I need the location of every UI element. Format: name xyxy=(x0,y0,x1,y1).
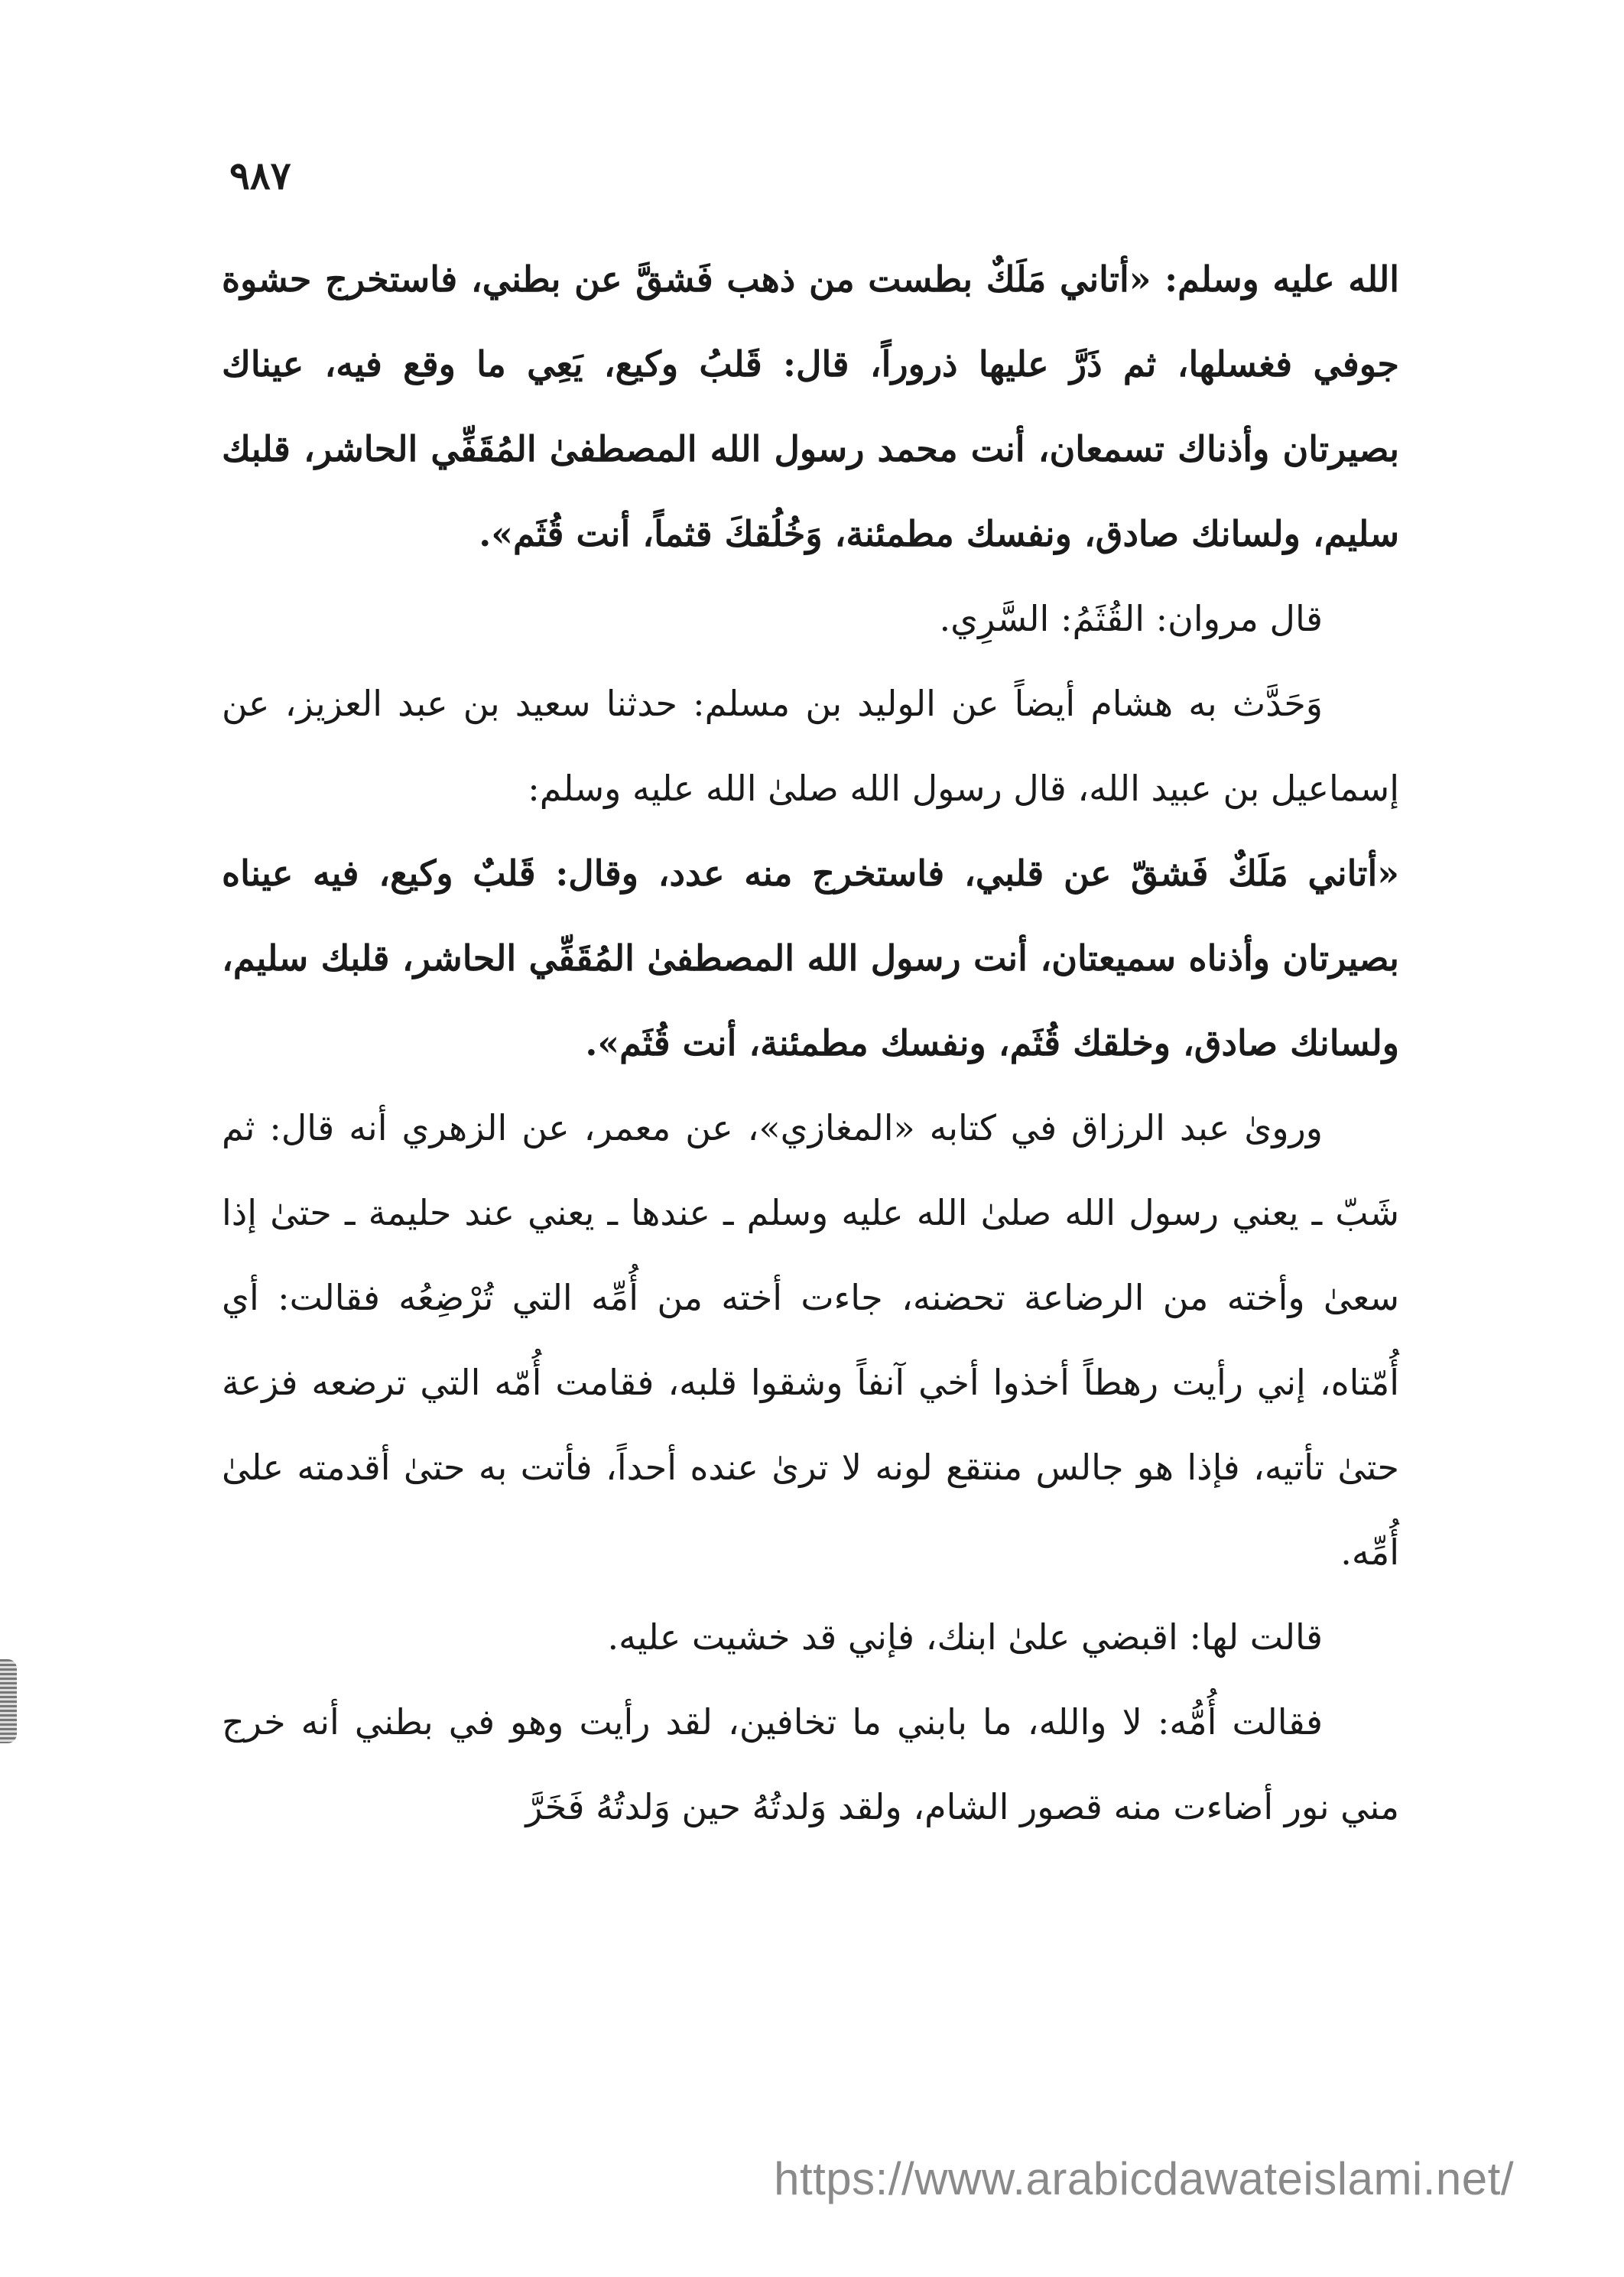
paragraph-faqalat: فقالت أُمُّه: لا والله، ما بابني ما تخافين، لقد رأيت وهو في بطني أنه خرج مني نور أضاءت منه قصور الشام، ولقد وَلدتُهُ حين وَلدتُهُ فَخَرَّ xyxy=(222,1701,1399,1827)
paragraph-hadith-2: «أتاني مَلَكٌ فَشقّ عن قلبي، فاستخرج منه عدد، وقال: قَلبٌ وكيع، فيه عيناه بصيرتان وأذناه سميعتان، أنت رسول الله المصطفىٰ المُقَفِّي الحاشر، قلبك سليم، ولسانك صادق، وخلقك قُثَم، ونفسك مطمئنة، أنت قُثَم». xyxy=(222,853,1399,1064)
paragraph-abdulrazzaq: وروىٰ عبد الرزاق في كتابه «المغازي»، عن معمر، عن الزهري أنه قال: ثم شَبّ ـ يعني رسول الله صلىٰ الله عليه وسلم ـ عندها ـ يعني عند حليمة ـ حتىٰ إذا سعىٰ وأخته من الرضاعة تحضنه، جاءت أخته من أُمِّه التي تُرْضِعُه فقالت: أي أُمّتاه، إني رأيت رهطاً أخذوا أخي آنفاً وشقوا قلبه، فقامت أُمّه التي ترضعه فزعة حتىٰ تأتيه، فإذا هو جالس منتقع لونه لا ترىٰ عنده أحداً، فأتت به حتىٰ أقدمته علىٰ أُمِّه. xyxy=(222,1107,1399,1573)
paragraph-qalat: قالت لها: اقبضي علىٰ ابنك، فإني قد خشيت عليه. xyxy=(607,1616,1323,1658)
binding-edge-mark xyxy=(0,1659,17,1743)
page-number: ٩٨٧ xyxy=(229,153,291,198)
paragraph-hisham: وَحَدَّث به هشام أيضاً عن الوليد بن مسلم: حدثنا سعيد بن عبد العزيز، عن إسماعيل بن عبيد الله، قال رسول الله صلىٰ الله عليه وسلم: xyxy=(222,683,1399,809)
watermark-url: https://www.arabicdawateislami.net/ xyxy=(774,2153,1514,2204)
paragraph-hadith-1: الله عليه وسلم: «أتاني مَلَكٌ بطست من ذهب فَشقَّ عن بطني، فاستخرج حشوة جوفي فغسلها، ثم ذَرَّ عليها ذروراً، قال: قَلبُ وكيع، يَعِي ما وقع فيه، عيناك بصيرتان وأذناك تسمعان، أنت محمد رسول الله المصطفىٰ المُقَفِّي الحاشر، قلبك سليم، ولسانك صادق، ونفسك مطمئنة، وَخُلُقكَ قثماً، أنت قُثَم». xyxy=(222,258,1399,554)
text-body xyxy=(222,237,1399,1850)
paragraph-marwan: قال مروان: القُثَمُ: السَّرِي. xyxy=(939,598,1323,639)
